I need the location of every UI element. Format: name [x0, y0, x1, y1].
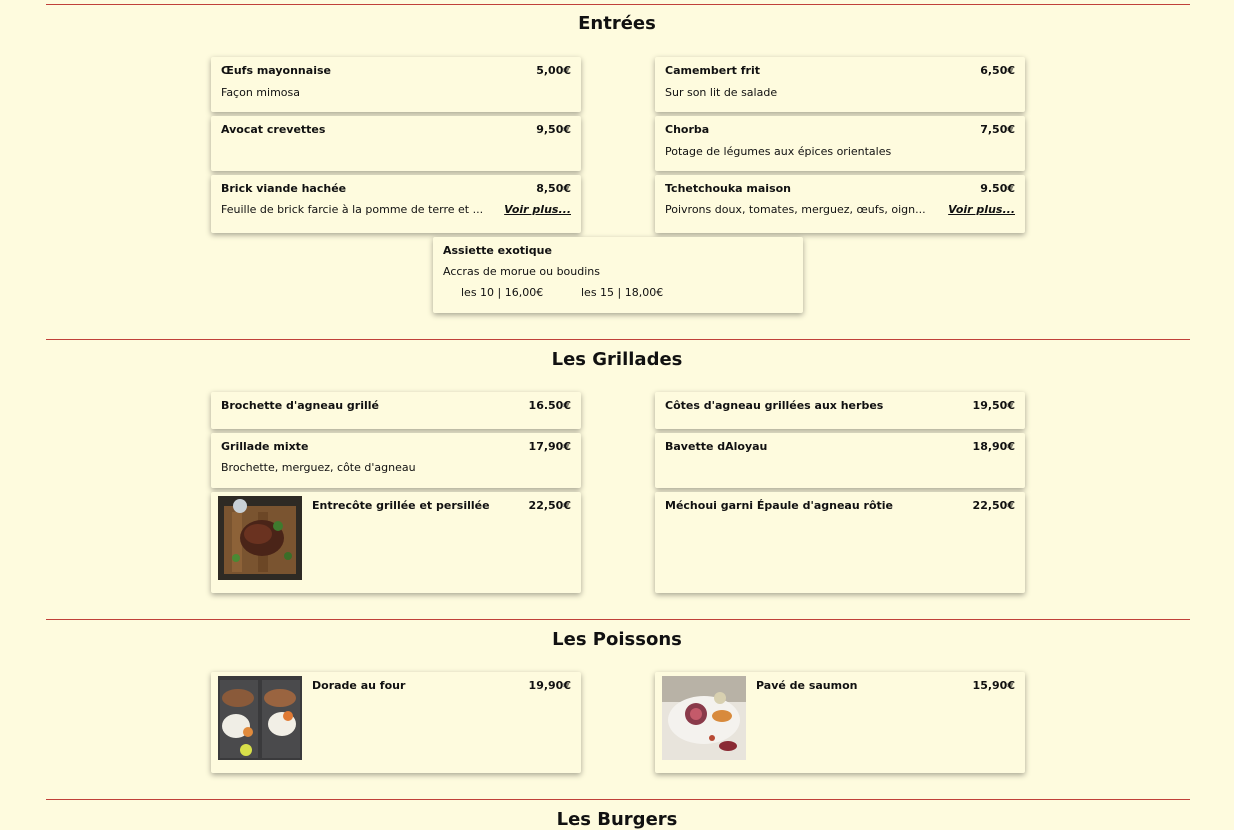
- item-description: Feuille de brick farcie à la pomme de terre et ...: [221, 203, 484, 216]
- section-divider: [46, 4, 1190, 5]
- menu-item-card[interactable]: [211, 175, 581, 233]
- see-more-link[interactable]: Voir plus...: [948, 203, 1015, 216]
- menu-item-card[interactable]: [655, 492, 1025, 593]
- item-price: 19,50€: [972, 399, 1015, 412]
- item-price: 22,50€: [972, 499, 1015, 512]
- menu-item-card[interactable]: [655, 116, 1025, 171]
- menu-item-card[interactable]: [655, 433, 1025, 488]
- section-divider: [46, 339, 1190, 340]
- entrecote-photo: [218, 496, 302, 580]
- menu-item-card[interactable]: [211, 672, 581, 773]
- dorade-photo: [218, 676, 302, 760]
- section-title-poissons: Les Poissons: [552, 629, 682, 650]
- menu-item-card[interactable]: [655, 57, 1025, 112]
- menu-item-card[interactable]: [211, 57, 581, 112]
- item-price: 15,90€: [972, 679, 1015, 692]
- item-description: Façon mimosa: [221, 86, 300, 99]
- section-title-burgers: Les Burgers: [556, 809, 678, 830]
- menu-item-card[interactable]: [655, 175, 1025, 233]
- item-name: Tchetchouka maison: [665, 182, 792, 195]
- menu-item-card[interactable]: [211, 392, 581, 429]
- menu-item-card[interactable]: [211, 492, 581, 593]
- item-name: Grillade mixte: [221, 440, 309, 453]
- item-price: 8,50€: [536, 182, 571, 195]
- menu-item-card[interactable]: [655, 672, 1025, 773]
- item-description: Potage de légumes aux épices orientales: [665, 145, 892, 158]
- item-description: Sur son lit de salade: [665, 86, 778, 99]
- item-name: Méchoui garni Épaule d'agneau rôtie: [665, 499, 893, 512]
- menu-item-card[interactable]: [211, 433, 581, 488]
- item-name: Côtes d'agneau grillées aux herbes: [665, 399, 884, 412]
- item-price: 7,50€: [980, 123, 1015, 136]
- section-divider: [46, 799, 1190, 800]
- menu-item-card[interactable]: [211, 116, 581, 171]
- section-title-grillades: Les Grillades: [551, 349, 683, 370]
- item-price: 5,00€: [536, 64, 571, 77]
- item-name: Brochette d'agneau grillé: [221, 399, 379, 412]
- section-title-entrees: Entrées: [578, 13, 656, 34]
- item-name: Pavé de saumon: [756, 679, 858, 692]
- item-price: 16.50€: [528, 399, 571, 412]
- item-name: Assiette exotique: [443, 244, 552, 257]
- saumon-photo: [662, 676, 746, 760]
- see-more-link[interactable]: Voir plus...: [504, 203, 571, 216]
- item-name: Œufs mayonnaise: [221, 64, 331, 77]
- item-description: Accras de morue ou boudins: [443, 265, 600, 278]
- item-price: 18,90€: [972, 440, 1015, 453]
- item-price: 9.50€: [980, 182, 1015, 195]
- menu-item-card[interactable]: [433, 237, 803, 313]
- item-name: Avocat crevettes: [221, 123, 326, 136]
- item-name: Bavette dAloyau: [665, 440, 768, 453]
- item-price: 17,90€: [528, 440, 571, 453]
- item-name: Camembert frit: [665, 64, 760, 77]
- item-price: 22,50€: [528, 499, 571, 512]
- item-description: Brochette, merguez, côte d'agneau: [221, 461, 416, 474]
- item-description: Poivrons doux, tomates, merguez, œufs, oign...: [665, 203, 926, 216]
- item-name: Entrecôte grillée et persillée: [312, 499, 490, 512]
- item-option: les 15 | 18,00€: [581, 286, 664, 299]
- item-name: Chorba: [665, 123, 710, 136]
- menu-item-card[interactable]: [655, 392, 1025, 429]
- item-price: 19,90€: [528, 679, 571, 692]
- item-name: Brick viande hachée: [221, 182, 347, 195]
- item-option: les 10 | 16,00€: [461, 286, 544, 299]
- item-price: 9,50€: [536, 123, 571, 136]
- item-name: Dorade au four: [312, 679, 406, 692]
- item-price: 6,50€: [980, 64, 1015, 77]
- section-divider: [46, 619, 1190, 620]
